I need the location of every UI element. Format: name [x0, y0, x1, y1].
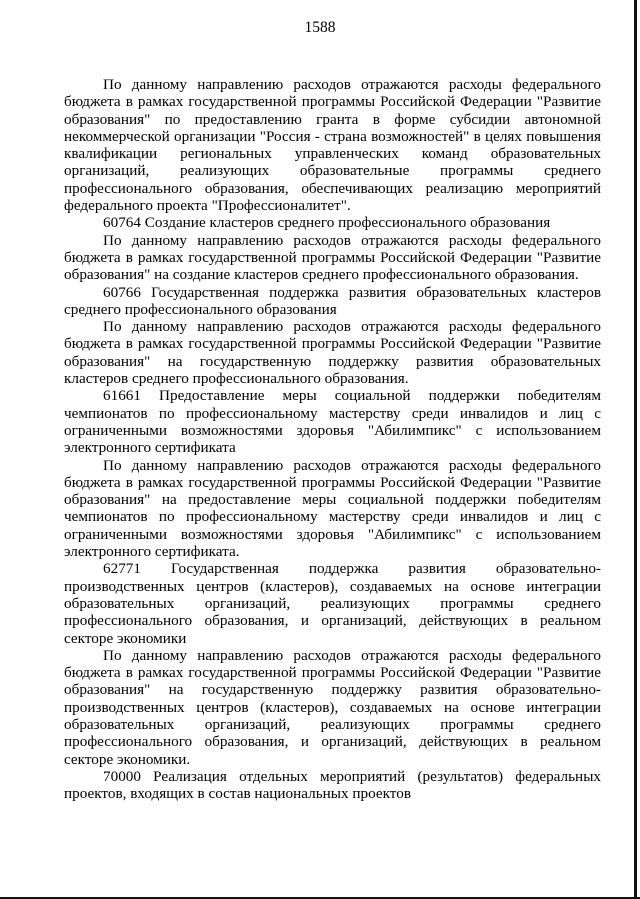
heading-70000: 70000 Реализация отдельных мероприятий (результатов) федеральных проектов, входящих в состав национальных проектов — [64, 767, 601, 803]
scan-edge-right — [634, 0, 637, 899]
paragraph-grant-description: По данному направлению расходов отражаются расходы федерального бюджета в рамках государственной программы Российской Федерации "Развитие образования" по предоставлению гранта в форме субсидии автономной некоммерческой организации "Россия - страна возможностей" в целях повышения квалификации региональных управленческих команд образовательных организаций, реализующих образовательные программы среднего профессионального образования, обеспечивающих реализацию мероприятий федерального проекта "Профессионалитет". — [64, 76, 601, 215]
paragraph-60764-description: По данному направлению расходов отражаются расходы федерального бюджета в рамках государственной программы Российской Федерации "Развитие образования" на создание кластеров среднего профессионального образования. — [64, 231, 601, 284]
document-body — [64, 76, 601, 802]
paragraph-62771-description: По данному направлению расходов отражаются расходы федерального бюджета в рамках государственной программы Российской Федерации "Развитие образования" на государственную поддержку развития образовательно-производственных центров (кластеров), создаваемых на основе интеграции образовательных организаций, реализующих программы среднего профессионального образования, и организаций, действующих в реальном секторе экономики. — [64, 646, 601, 768]
paragraph-61661-description: По данному направлению расходов отражаются расходы федерального бюджета в рамках государственной программы Российской Федерации "Развитие образования" на предоставление меры социальной поддержки победителям чемпионатов по профессиональному мастерству среди инвалидов и лиц с ограниченными возможностями здоровья "Абилимпикс" с использованием электронного сертификата. — [64, 456, 601, 561]
heading-60766: 60766 Государственная поддержка развития образовательных кластеров среднего профессионального образования — [64, 283, 601, 318]
paragraph-60766-description: По данному направлению расходов отражаются расходы федерального бюджета в рамках государственной программы Российской Федерации "Развитие образования" на государственную поддержку развития образовательных кластеров среднего профессионального образования. — [64, 318, 601, 388]
heading-62771: 62771 Государственная поддержка развития образовательно-производственных центров (кластеров), создаваемых на основе интеграции образовательных организаций, реализующих программы среднего профессионального образования, и организаций, действующих в реальном секторе экономики — [64, 560, 601, 647]
heading-60764: 60764 Создание кластеров среднего профессионального образования — [103, 214, 551, 232]
page-number: 1588 — [304, 19, 336, 36]
heading-61661: 61661 Предоставление меры социальной поддержки победителям чемпионатов по профессиональному мастерству среди инвалидов и лиц с ограниченными возможностями здоровья "Абилимпикс" с использованием электронного сертификата — [64, 387, 601, 457]
